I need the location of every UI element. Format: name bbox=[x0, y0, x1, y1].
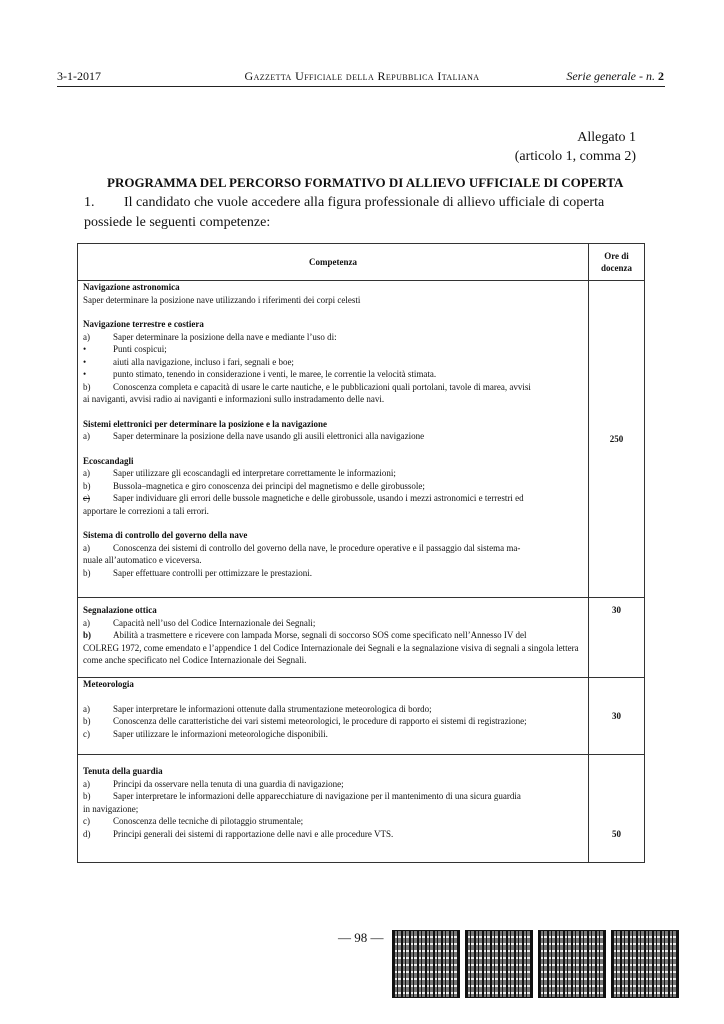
list-item bbox=[83, 467, 583, 480]
item-marker: d) bbox=[83, 828, 91, 839]
section-title: Segnalazione ottica bbox=[83, 605, 157, 615]
hours-cell bbox=[589, 281, 645, 598]
list-item bbox=[83, 343, 583, 356]
item-text: aiuti alla navigazione, incluso i fari, segnali e boe; bbox=[113, 356, 294, 367]
list-item bbox=[83, 703, 583, 716]
item-text: Saper determinare la posizione della nave e mediante l’uso di: bbox=[113, 331, 337, 342]
item-marker: b) bbox=[83, 567, 91, 578]
item-text: punto stimato, tenendo in considerazione i venti, le maree, le correntie la velocità stimata. bbox=[113, 369, 437, 379]
item-marker: a) bbox=[83, 617, 90, 628]
item-marker: a) bbox=[83, 542, 90, 553]
hours-cell bbox=[589, 755, 645, 863]
competence-cell bbox=[78, 678, 589, 755]
item-continuation: ai naviganti, avvisi radio ai naviganti e informazioni sullo instradamento delle navi. bbox=[83, 394, 385, 404]
header-gazette-title: Gazzetta Ufficiale della Repubblica Italiana bbox=[244, 69, 480, 83]
section-text: Saper determinare la posizione nave utilizzando i riferimenti dei corpi celesti bbox=[83, 294, 361, 305]
item-marker: b) bbox=[83, 480, 91, 491]
item-text: Abilità a trasmettere e ricevere con lampada Morse, segnali di soccorso SOS come specificato nell’Annesso IV del bbox=[113, 630, 527, 640]
item-marker: a) bbox=[83, 778, 90, 789]
intro-paragraph bbox=[84, 193, 640, 233]
header-series bbox=[566, 69, 664, 84]
header-date: 3-1-2017 bbox=[57, 69, 101, 83]
allegato-label: Allegato 1 bbox=[577, 130, 636, 145]
barcode-strip bbox=[392, 930, 679, 998]
item-text: Punti cospicui; bbox=[113, 344, 167, 354]
item-text: Conoscenza dei sistemi di controllo del governo della nave, le procedure operative e il passaggio dal sistema ma- bbox=[113, 542, 521, 553]
item-text: Saper interpretare le informazioni ottenute dalla strumentazione meteorologica di bordo; bbox=[113, 703, 432, 714]
list-item bbox=[83, 728, 583, 741]
item-text: Conoscenza delle caratteristiche dei vari sistemi meteorologici, le procedure di rapporto ei sistemi di registrazione; bbox=[113, 716, 527, 726]
list-item bbox=[83, 331, 583, 344]
allegato-reference: (articolo 1, comma 2) bbox=[514, 149, 636, 164]
item-marker: a) bbox=[83, 431, 90, 441]
table-header-row bbox=[78, 244, 645, 281]
list-item bbox=[83, 617, 583, 630]
item-text: Capacità nell’uso del Codice Internazionale dei Segnali; bbox=[113, 617, 316, 628]
section-title: Tenuta della guardia bbox=[83, 766, 163, 776]
table-row bbox=[78, 755, 645, 863]
list-item bbox=[83, 815, 583, 828]
bullet-icon: • bbox=[83, 369, 87, 379]
item-text: Saper interpretare le informazioni delle apparecchiature di navigazione per il mantenimento di una sicura guardia bbox=[113, 791, 521, 801]
competence-table bbox=[77, 243, 645, 863]
competence-cell bbox=[78, 281, 589, 598]
list-item bbox=[83, 778, 583, 791]
item-marker: b) bbox=[83, 716, 91, 726]
item-marker: b) bbox=[83, 630, 92, 640]
item-continuation: in navigazione; bbox=[83, 803, 139, 814]
table-row bbox=[78, 598, 645, 678]
item-text: Saper utilizzare le informazioni meteorologiche disponibili. bbox=[113, 728, 328, 739]
hours-value: 30 bbox=[612, 710, 621, 721]
section-title: Meteorologia bbox=[83, 679, 134, 689]
list-item bbox=[83, 480, 583, 493]
list-item bbox=[83, 381, 583, 394]
item-text: Principi da osservare nella tenuta di una guardia di navigazione; bbox=[113, 778, 344, 789]
item-text: Conoscenza completa e capacità di usare le carte nautiche, e le pubblicazioni quali portolani, tavole di marea, avvisi bbox=[113, 381, 531, 392]
list-item bbox=[83, 368, 583, 381]
bullet-icon: • bbox=[83, 344, 87, 354]
section-title: Sistema di controllo del governo della nave bbox=[83, 530, 248, 540]
list-item bbox=[83, 356, 583, 369]
item-text: Conoscenza delle tecniche di pilotaggio strumentale; bbox=[113, 816, 304, 826]
item-marker: a) bbox=[83, 331, 90, 342]
item-text: Saper effettuare controlli per ottimizzare le prestazioni. bbox=[113, 567, 312, 578]
item-marker: a) bbox=[83, 468, 90, 478]
competence-cell bbox=[78, 755, 589, 863]
bullet-icon: • bbox=[83, 356, 87, 367]
header-series-number: 2 bbox=[658, 69, 664, 83]
page-number: — 98 — bbox=[338, 930, 384, 945]
list-item bbox=[83, 715, 583, 728]
item-marker: c) bbox=[83, 816, 90, 826]
list-item bbox=[83, 629, 583, 642]
item-text: Saper determinare la posizione della nave usando gli ausili elettronici alla navigazione bbox=[113, 431, 425, 441]
hours-value: 30 bbox=[612, 605, 621, 615]
list-item bbox=[83, 492, 583, 505]
qr-code-icon bbox=[392, 930, 460, 998]
allegato-block bbox=[515, 128, 636, 166]
section-title: Navigazione terrestre e costiera bbox=[83, 319, 204, 329]
intro-number: 1. bbox=[84, 195, 95, 210]
hours-cell bbox=[589, 678, 645, 755]
section-title: Navigazione astronomica bbox=[83, 282, 180, 292]
hours-value: 250 bbox=[609, 433, 624, 444]
item-text: Bussola–magnetica e giro conoscenza dei principi del magnetismo e delle girobussole; bbox=[113, 480, 425, 491]
hours-cell bbox=[589, 598, 645, 678]
table-row bbox=[78, 678, 645, 755]
item-continuation: nuale all’automatico e viceversa. bbox=[83, 555, 202, 565]
intro-text: Il candidato che vuole accedere alla figura professionale di allievo ufficiale di coperta possiede le seguenti competenze: bbox=[84, 195, 605, 230]
list-item bbox=[83, 567, 583, 580]
header-series-label: Serie generale - n. bbox=[566, 69, 655, 83]
header-ore-di-docenza: Ore di docenza bbox=[589, 244, 645, 281]
section-title: Sistemi elettronici per determinare la posizione e la navigazione bbox=[83, 418, 327, 429]
item-text: Saper individuare gli errori delle bussole magnetiche e delle girobussole, usando i mezzi astronomici e terrestri ed bbox=[113, 493, 524, 503]
item-text: Saper utilizzare gli ecoscandagli ed interpretare correttamente le informazioni; bbox=[113, 468, 396, 478]
qr-code-icon bbox=[611, 930, 679, 998]
item-continuation: COLREG 1972, come emendato e l’appendice 1 del Codice Internazionale dei Segnali e la segnalazione visiva di segnali a singola lettera come anche specificato nel Codice Internazionale dei Segnali. bbox=[83, 642, 579, 665]
item-marker: c) bbox=[83, 493, 90, 503]
item-marker: b) bbox=[83, 381, 91, 392]
item-marker: a) bbox=[83, 703, 90, 714]
qr-code-icon bbox=[465, 930, 533, 998]
list-item bbox=[83, 430, 583, 443]
table-row bbox=[78, 281, 645, 598]
list-item bbox=[83, 542, 583, 555]
section-title: Ecoscandagli bbox=[83, 455, 134, 466]
header-divider bbox=[57, 86, 665, 87]
item-marker: c) bbox=[83, 728, 90, 739]
item-text: Principi generali dei sistemi di rapportazione delle navi e alle procedure VTS. bbox=[113, 828, 394, 839]
list-item bbox=[83, 790, 583, 803]
item-continuation: apportare le correzioni a tali errori. bbox=[83, 505, 209, 516]
qr-code-icon bbox=[538, 930, 606, 998]
program-title: PROGRAMMA DEL PERCORSO FORMATIVO DI ALLIEVO UFFICIALE DI COPERTA bbox=[107, 175, 624, 190]
list-item bbox=[83, 828, 583, 841]
item-marker: b) bbox=[83, 791, 91, 801]
hours-value: 50 bbox=[612, 828, 621, 839]
header-competenza: Competenza bbox=[78, 244, 589, 281]
competence-cell bbox=[78, 598, 589, 678]
